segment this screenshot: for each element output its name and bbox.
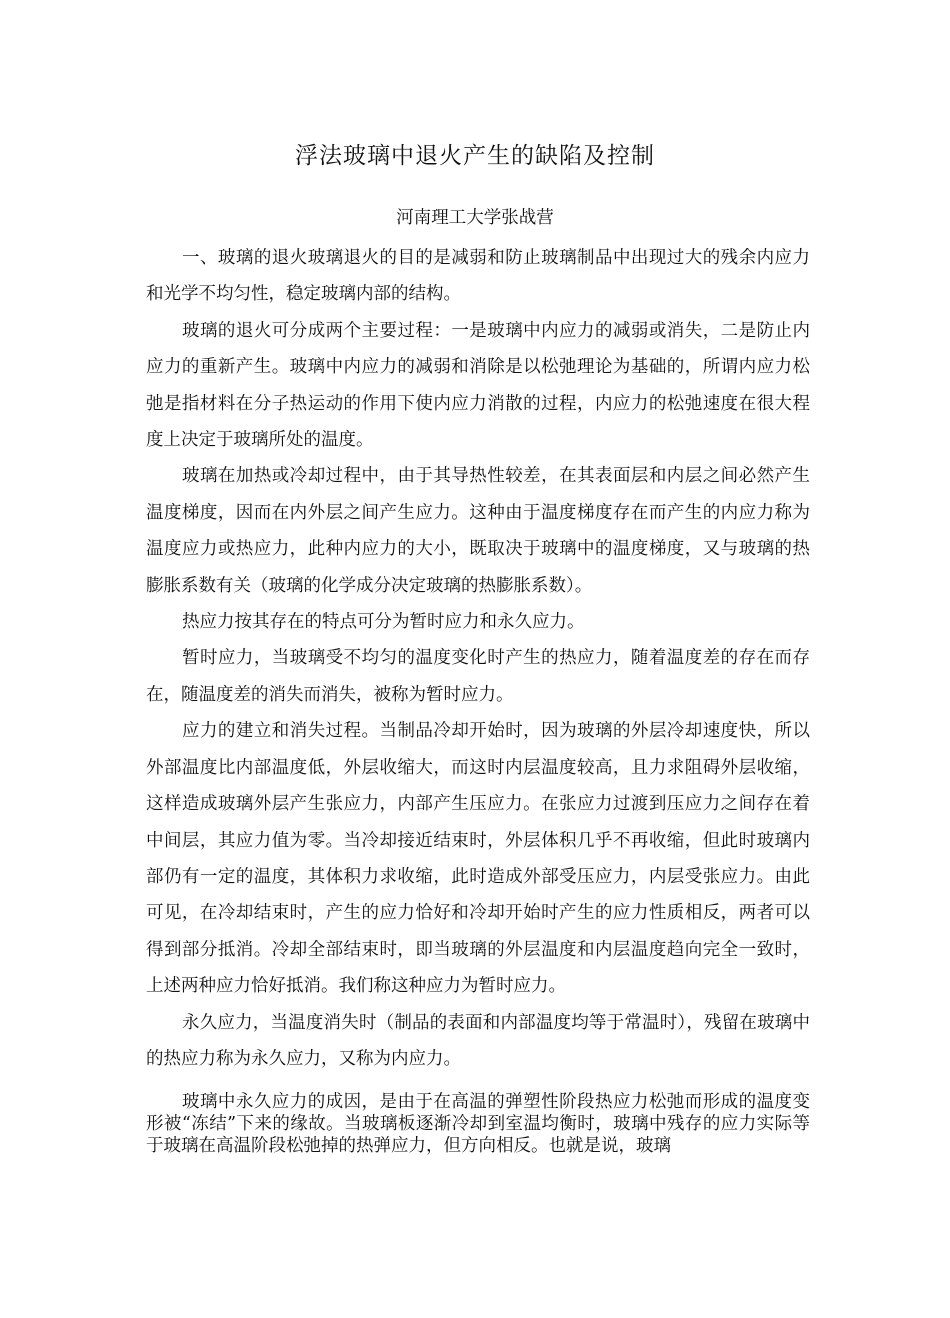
- document-body: [146, 240, 810, 1157]
- paragraph: 一、玻璃的退火玻璃退火的目的是减弱和防止玻璃制品中出现过大的残余内应力和光学不均匀性，稳定玻璃内部的结构。: [146, 248, 810, 305]
- paragraph: 应力的建立和消失过程。当制品冷却开始时，因为玻璃的外层冷却速度快，所以外部温度比内部温度低，外层收缩大，而这时内层温度较高，且力求阻碍外层收缩，这样造成玻璃外层产生张应力，内部产生压应力。在张应力过渡到压应力之间存在着中间层，其应力值为零。当冷却接近结束时，外层体积几乎不再收缩，但此时玻璃内部仍有一定的温度，其体积力求收缩，此时造成外部受压应力，内层受张应力。由此可见，在冷却结束时，产生的应力恰好和冷却开始时产生的应力性质相反，两者可以得到部分抵消。冷却全部结束时，即当玻璃的外层温度和内层温度趋向完全一致时，上述两种应力恰好抵消。我们称这种应力为暂时应力。: [146, 721, 810, 997]
- document-title: 浮法玻璃中退火产生的缺陷及控制: [295, 143, 655, 169]
- paragraph: 永久应力，当温度消失时（制品的表面和内部温度均等于常温时），残留在玻璃中的热应力称为永久应力，又称为内应力。: [146, 1012, 810, 1069]
- paragraph: 热应力按其存在的特点可分为暂时应力和永久应力。: [182, 612, 585, 633]
- paragraph: 玻璃在加热或冷却过程中，由于其导热性较差，在其表面层和内层之间必然产生温度梯度，因而在内外层之间产生应力。这种由于温度梯度存在而产生的内应力称为温度应力或热应力，此种内应力的大小，既取决于玻璃中的温度梯度，又与玻璃的热膨胀系数有关（玻璃的化学成分决定玻璃的热膨胀系数）。: [146, 466, 810, 596]
- author-line: 河南理工大学张战营: [396, 208, 554, 228]
- paragraph: 玻璃中永久应力的成因，是由于在高温的弹塑性阶段热应力松弛而形成的温度变形被“冻结”下来的缘故。当玻璃板逐渐冷却到室温均衡时，玻璃中残存的应力实际等于玻璃在高温阶段松弛掉的热弹应力，但方向相反。也就是说，玻璃: [146, 1092, 810, 1157]
- paragraph: 玻璃的退火可分成两个主要过程：一是玻璃中内应力的减弱或消失，二是防止内应力的重新产生。玻璃中内应力的减弱和消除是以松弛理论为基础的，所谓内应力松弛是指材料在分子热运动的作用下使内应力消散的过程，内应力的松弛速度在很大程度上决定于玻璃所处的温度。: [146, 320, 810, 451]
- paragraph: 暂时应力，当玻璃受不均匀的温度变化时产生的热应力，随着温度差的存在而存在，随温度差的消失而消失，被称为暂时应力。: [146, 648, 810, 705]
